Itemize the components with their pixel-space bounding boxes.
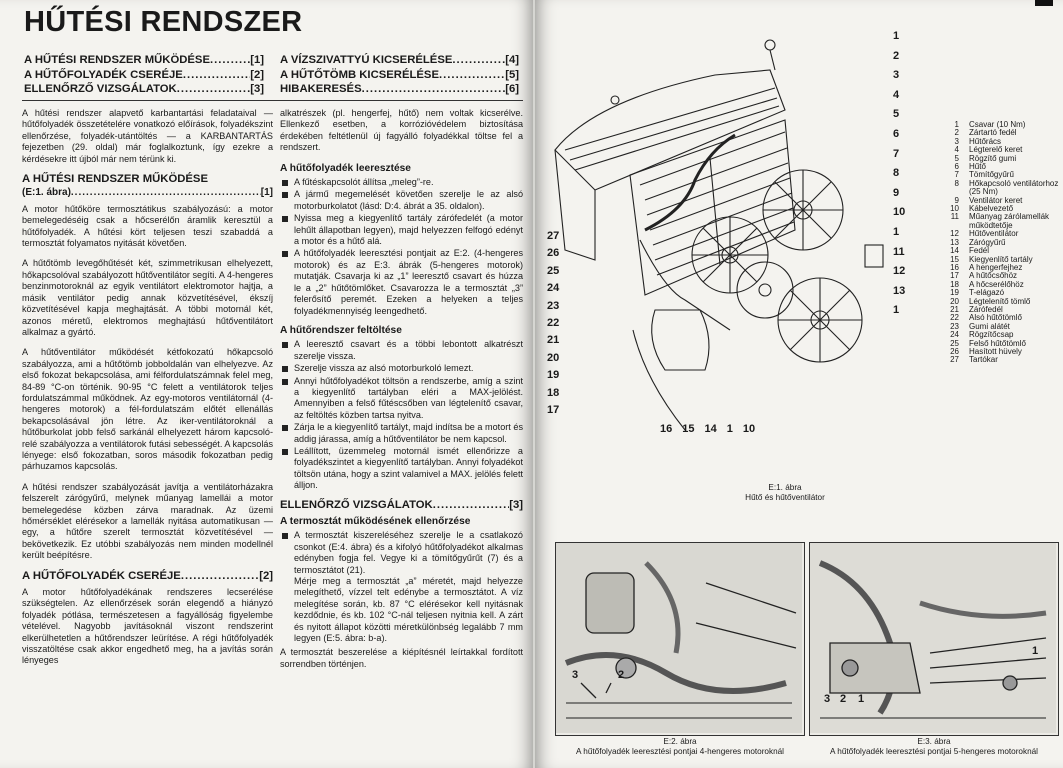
legend-item: 10 Kábelvezető	[950, 204, 1014, 214]
callouts-bottom: 16 15 14 1 10	[660, 423, 756, 435]
list-item: Zárja le a kiegyenlítő tartályt, majd indítsa be a motort és addig járassa, amíg a hűtőventilátor be nem kapcsol.	[280, 422, 523, 445]
list-item: Szerelje vissza az alsó motorburkoló lemezt.	[280, 363, 523, 374]
figure-3-caption: E:3. ábra A hűtőfolyadék leeresztési pontjai 5-hengeres motoroknál	[830, 737, 1038, 756]
section-heading: ELLENŐRZŐ VIZSGÁLATOK ..... [3]	[280, 500, 523, 511]
legend-item: 12 Hűtőventilátor	[950, 229, 1019, 239]
section-heading: A HŰTÉSI RENDSZER MŰKÖDÉSE	[22, 173, 208, 186]
callouts-left: 27 26 25 24 23 22 21 20 19 18 17	[547, 230, 560, 417]
fill-list	[280, 339, 523, 491]
legend-item: 5 Rögzítő gumi	[954, 153, 1017, 163]
list-item: Annyi hűtőfolyadékot töltsön a rendszerbe, amíg a szint a kiegyenlítő tartályban eléri a MAX-jelölést. Amennyiben a felső fűtéscsőben van légtelenítő csavar, az feltöltés közben tartsa nyitva.	[280, 376, 523, 422]
exploded-radiator-drawing	[535, 0, 920, 440]
paragraph: A hűtőventilátor működését kétfokozatú hőkapcsoló szabályozza, ami a hűtőtömb jobboldalán van elhelyezve. Az első fokozat bekapcsolása, ami félfordulatszámnak felel meg, 84-89 °C-on történik. 90-95 °C felett a ventilátorok teljes fordulatszámmal működnek. Az egy-motoros ventilátornál (4-hengeres motorok) a fél-fordulatszám előtét ellenállás bekapcsolásával jön létre. Az iker-ventilátoroknál a hűtőburkolat jobb felső sarkánál elhelyezett három kapcsoló-relé szabályozza a ventilátorok futási sebességét. A kapcsolás lényege: első fokozatban, soros második fokozatban pedig párhuzamos kapcsolás.	[22, 347, 273, 472]
toc-item[interactable]: A VÍZSZIVATTYÚ KICSERÉLÉSE ..... [4]	[280, 53, 519, 68]
section-heading: A HŰTŐFOLYADÉK CSERÉJE ..... [2]	[22, 571, 273, 582]
legend-item: 18 A hőcserélőhöz	[950, 279, 1024, 289]
legend-item: 23 Gumi alátét	[950, 321, 1010, 331]
paragraph: A termosztát beszerelése a kiépítésnél leírtakkal fordított sorrendben történjen.	[280, 647, 523, 669]
list-item: Leállított, üzemmeleg motornál ismét ellenőrizze a folyadékszintet a kiegyenlítő tartályban. Annyi folyadékot töltsön utána, hogy a szint valamivel a MAX. jelölés felett álljon.	[280, 446, 523, 492]
callout: 3	[824, 693, 831, 705]
figure-3	[809, 542, 1059, 736]
toc-item[interactable]: HIBAKERESÉS ..... [6]	[280, 82, 519, 97]
toc-item[interactable]: A HŰTŐFOLYADÉK CSERÉJE ..... [2]	[24, 68, 264, 83]
list-item: A fűtéskapcsolót állítsa „meleg”-re.	[280, 177, 523, 188]
callout: 1	[1032, 645, 1039, 657]
paragraph: A motor hűtőfolyadékának rendszeres lecserélése szükségtelen. Az ellenőrzések során elegendő a hiányzó folyadék pótlása, természetesen a fagyállóság figyelembe vételével. Nagyobb javításoknál viszont rendszerint elkerülhetetlen a hűtőrendszer leürítése. A régi hűtőfolyadék visszatöltése csak akkor engedhető meg, ha a javítás során lényeges	[22, 587, 273, 666]
figure-2	[555, 542, 805, 736]
paragraph: Mérje meg a termosztát „a” méretét, majd helyezze melegíthető, vízzel telt edénybe a termosztátot. A víz melegítése során, kb. 87 °C elérésekor kell nyitásnak kezdődnie, és kb. 102 °C-nál teljesen nyitnia kell. A zárt és nyitott állapot közötti méretkülönbség legalább 7 mm legyen (E:5. ábra: b-a).	[294, 576, 523, 644]
list-item: A hűtőfolyadék leeresztési pontjait az E:2. (4-hengeres motorok) és az E:3. ábrák (5-hengeres motorok) mutatják. Csavarja ki az „1” leeresztő csavart és húzza le a „2” hűtőtömlőket. Csavarozza le a termosztát „3” felerősítő peremét. Ezeken a helyeken a teljes folyadékmennyiség leengedhető.	[280, 248, 523, 316]
paragraph: A hűtési rendszer szabályozását javítja a ventilátorházakra felszerelt zárógyűrű, melynek műanyag lamellái a motor bemelegedése közben zárva maradnak. Az üzemi hőmérséklet elérésekor a lamellák nyitása automatikusan — egy, a hűtőre szerelt termosztát közvetítésével — bekövetkezik. Ez utóbbi szabályozás nem minden modellnél került beépítésre.	[22, 481, 273, 561]
legend-item: 7 Tömítőgyűrű	[954, 170, 1014, 180]
legend-item: 3 Hűtőrács	[954, 136, 1002, 146]
toc-column-right	[280, 53, 519, 97]
list-item: Nyissa meg a kiegyenlítő tartály zárófedelét (a motor lehűlt állapotban legyen), majd helyezzen felfogó edényt a motor és a hűtő alá.	[280, 213, 523, 247]
figure-1-caption: E:1. ábra Hűtő és hűtőventilátor	[745, 483, 825, 502]
right-page	[535, 0, 1063, 768]
section-ref: (E:1. ábra) ..... [1]	[22, 187, 273, 198]
subsection-heading: A hűtőfolyadék leeresztése	[280, 162, 411, 174]
thermo-list	[280, 530, 523, 576]
legend-item: 15 Kiegyenlítő tartály	[950, 254, 1033, 264]
callout: 3	[572, 669, 579, 681]
legend-item: 20 Légtelenítő tömlő	[950, 296, 1031, 306]
paragraph: alkatrészek (pl. hengerfej, hűtő) nem voltak kicserélve. Ellenkező esetben, a korrózióvédelem biztosítása érdekében feltétlenül új fagyálló folyadékkal töltse fel a rendszert.	[280, 108, 523, 153]
legend-item: 13 Zárógyűrű	[950, 237, 1006, 247]
drain-list	[280, 177, 523, 317]
list-item: A jármű megemelését követően szerelje le az alsó motorburkolatot (lásd: D:4. ábrát a 35. oldalon).	[280, 189, 523, 212]
callout: 2	[840, 693, 847, 705]
header-divider	[22, 100, 523, 101]
legend-item: 27 Tartókar	[950, 355, 998, 365]
legend-item: 9 Ventilátor keret	[954, 195, 1023, 205]
drain-points-5cyl-drawing	[810, 543, 1056, 733]
legend-item: 21 Zárófedél	[950, 304, 1003, 314]
page-corner-mark	[1035, 0, 1053, 6]
legend-item: 16 A hengerfejhez	[950, 262, 1023, 272]
legend-item: 8 Hőkapcsoló ventilátorhoz (25 Nm)	[954, 178, 1059, 197]
paragraph: A hűtőtömb levegőhűtését két, szimmetrikusan elhelyezett, hőkapcsolóval szabályozott hűtőventilátor segíti. A 4-hengeres benzinmotoroknál az egyik ventilátort elektromotor hajtja, a másik ventilátor pedig annak közvetítésével, ékszíj közvetítésével kapja meghajtását. A többi motornál két, azonos méretű, elektromos meghajtású hűtőventilátort alkalmaz a gyártó.	[22, 258, 273, 337]
toc-column-left	[24, 53, 264, 97]
legend-item: 17 A hűtőcsőhöz	[950, 271, 1018, 281]
text-column-1	[22, 108, 273, 676]
paragraph: A motor hűtőköre termosztátikus szabályozású: a motor bemelegedéséig csak a hőcserélőn áramlik keresztül a hűtőfolyadék. A hűtési kört teljesen teszi szabaddá a termosztát folyamatos nyitását követően.	[22, 203, 273, 249]
chapter-title: HŰTÉSI RENDSZER	[24, 6, 303, 38]
legend-item: 11 Műanyag zárólamellák működtetője	[950, 212, 1050, 230]
legend-item: 1 Csavar (10 Nm)	[954, 120, 1026, 129]
legend-item: 24 Rögzítőcsap	[950, 330, 1014, 340]
legend-item: 14 Fedél	[950, 246, 990, 256]
toc-item[interactable]: A HŰTÉSI RENDSZER MŰKÖDÉSE ..... [1]	[24, 53, 264, 68]
callouts-right: 1 2 3 4 5 6 7 8 9 10 1 11 12 13 1	[893, 30, 906, 317]
subsection-heading: A termosztát működésének ellenőrzése	[280, 516, 471, 527]
legend-item: 19 T-elágazó	[950, 288, 1005, 298]
intro-paragraph: A hűtési rendszer alapvető karbantartási feladataival — hűtőfolyadék összetételére vonatkozó előírások, folyadékszint ellenőrzése, folyadék-utántöltés — a KARBANTARTÁS fejezetben (29. oldal) már foglalkoztunk, így ezekre a kérdésekre itt újból már nem térünk ki.	[22, 108, 273, 164]
figure-1-legend	[945, 121, 1059, 365]
legend-item: 22 Alsó hűtőtömlő	[950, 313, 1022, 323]
list-item: A leeresztő csavart és a többi lebontott alkatrészt szerelje vissza.	[280, 339, 523, 362]
legend-item: 25 Felső hűtőtömlő	[950, 338, 1026, 348]
legend-item: 2 Zártartó fedél	[954, 128, 1017, 138]
text-column-2	[280, 108, 523, 679]
drain-points-4cyl-drawing	[556, 543, 802, 733]
toc-item[interactable]: A HŰTŐTÖMB KICSERÉLÉSE ..... [5]	[280, 68, 519, 83]
toc-item[interactable]: ELLENŐRZŐ VIZSGÁLATOK ..... [3]	[24, 82, 264, 97]
legend-item: 4 Légterelő keret	[954, 145, 1023, 155]
figure-2-caption: E:2. ábra A hűtőfolyadék leeresztési pontjai 4-hengeres motoroknál	[576, 737, 784, 756]
list-item: A termosztát kiszereléséhez szerelje le a csatlakozó csonkot (E:4. ábra) és a kifolyó hűtőfolyadékot alkalmas edényben fogja fel. Vegye ki a tömítőgyűrűt (7) és a termosztátot (21).	[280, 530, 523, 576]
legend-item: 26 Hasított hüvely	[950, 346, 1022, 356]
callout: 1	[858, 693, 865, 705]
legend-item: 6 Hűtő	[954, 162, 986, 172]
callout: 2	[618, 669, 625, 681]
subsection-heading: A hűtőrendszer feltöltése	[280, 324, 402, 336]
